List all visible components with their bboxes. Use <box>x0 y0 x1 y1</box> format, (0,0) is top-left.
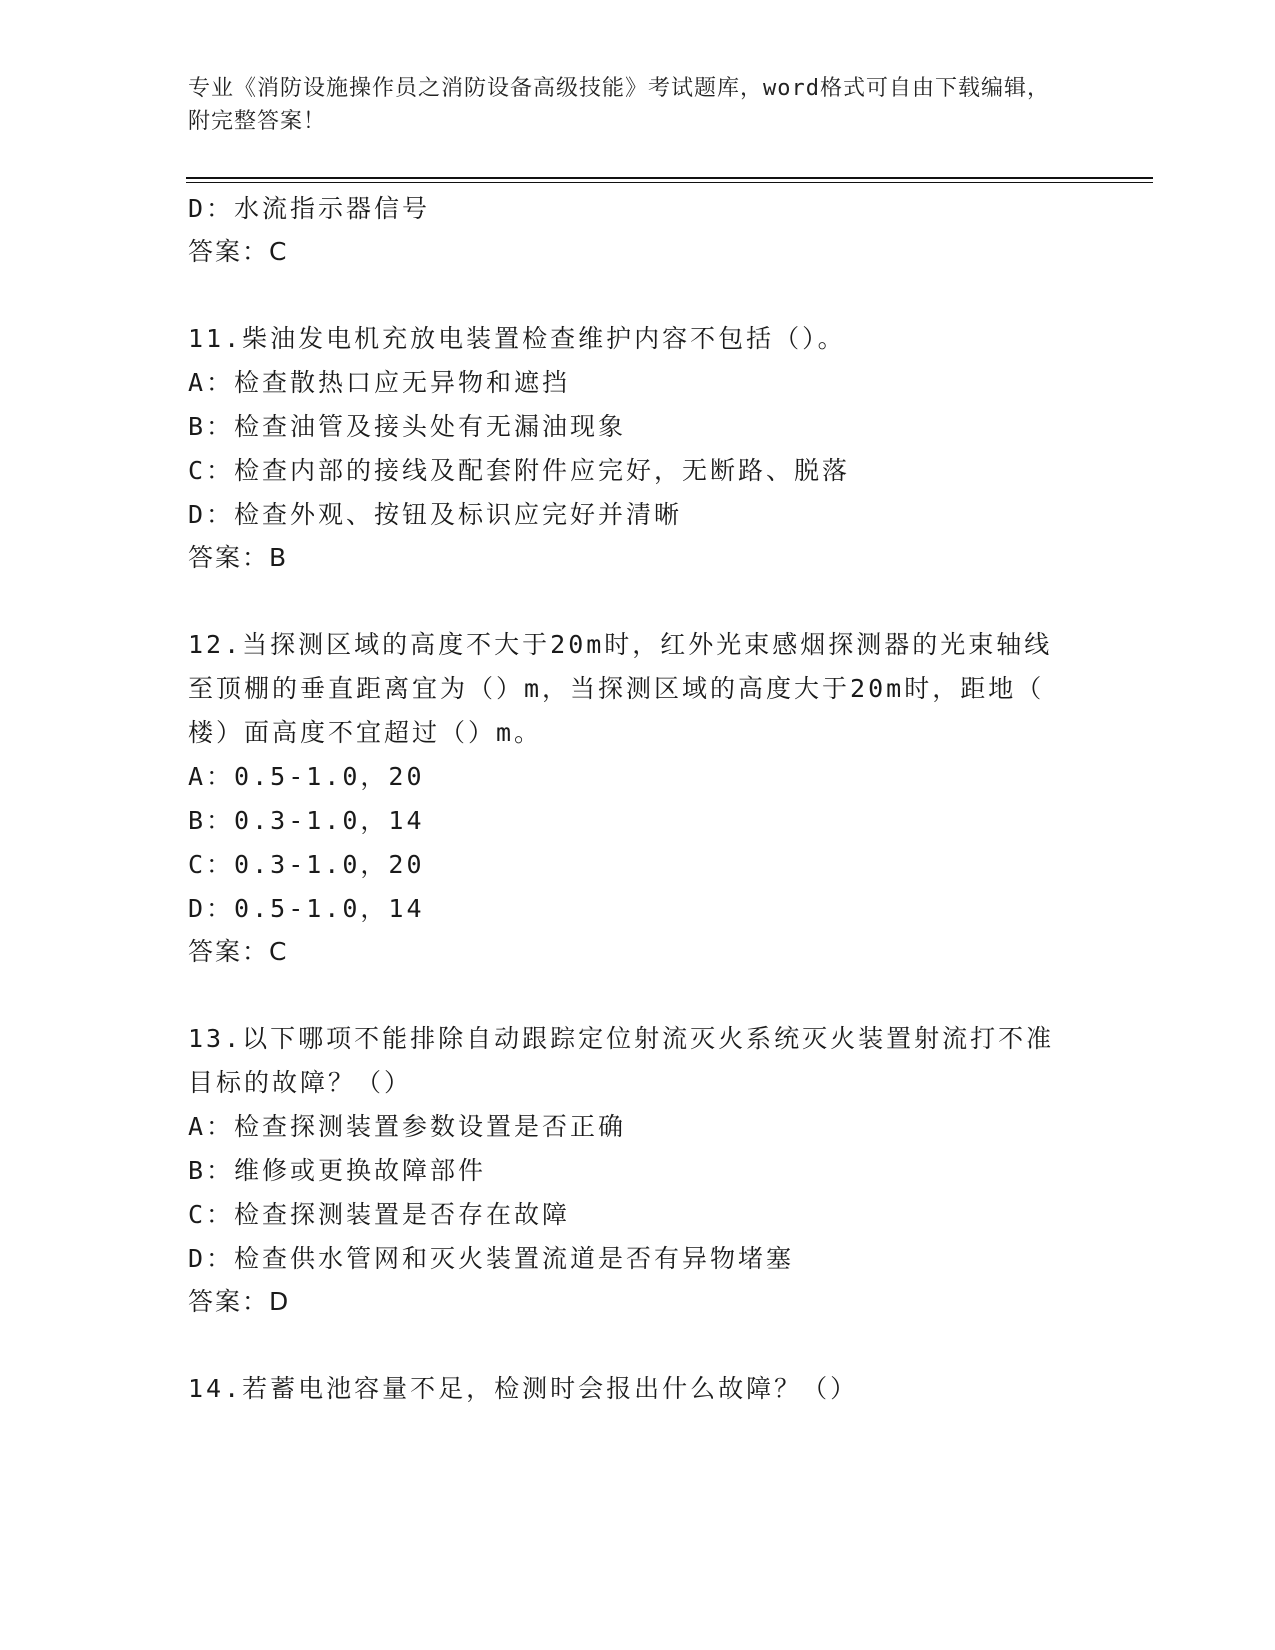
q11-option-b: B：检查油管及接头处有无漏油现象 <box>188 412 627 441</box>
q12-answer: 答案：C <box>188 937 289 966</box>
q10-option-d: D：水流指示器信号 <box>188 194 431 223</box>
q12-stem-line2: 至顶棚的垂直距离宜为（）m，当探测区域的高度大于20m时，距地（ <box>188 674 1045 703</box>
q11-answer: 答案：B <box>188 543 289 572</box>
q10-answer: 答案：C <box>188 237 289 266</box>
q12-option-c: C：0.3-1.0，20 <box>188 850 425 879</box>
document-header: 专业《消防设施操作员之消防设备高级技能》考试题库，word格式可自由下载编辑，附完整答案！ <box>188 76 1050 134</box>
q13-stem-line1: 13.以下哪项不能排除自动跟踪定位射流灭火系统灭火装置射流打不准 <box>188 1024 1055 1053</box>
q13-option-c: C：检查探测装置是否存在故障 <box>188 1200 571 1229</box>
q11-option-c: C：检查内部的接线及配套附件应完好，无断路、脱落 <box>188 456 851 485</box>
q12-stem-line3: 楼）面高度不宜超过（）m。 <box>188 718 543 747</box>
q13-option-a: A：检查探测装置参数设置是否正确 <box>188 1112 627 1141</box>
q11-option-a: A：检查散热口应无异物和遮挡 <box>188 368 571 397</box>
header-divider-thin <box>186 182 1153 183</box>
q13-option-b: B：维修或更换故障部件 <box>188 1156 487 1185</box>
q13-option-d: D：检查供水管网和灭火装置流道是否有异物堵塞 <box>188 1244 795 1273</box>
q11-option-d: D：检查外观、按钮及标识应完好并清晰 <box>188 500 683 529</box>
q12-stem-line1: 12.当探测区域的高度不大于20m时，红外光束感烟探测器的光束轴线 <box>188 630 1053 659</box>
header-divider-thick <box>186 177 1153 179</box>
q14-stem: 14.若蓄电池容量不足，检测时会报出什么故障？（） <box>188 1374 859 1403</box>
q13-stem-line2: 目标的故障？（） <box>188 1068 413 1097</box>
q13-answer: 答案：D <box>188 1287 291 1316</box>
q12-option-a: A：0.5-1.0，20 <box>188 762 425 791</box>
q12-option-d: D：0.5-1.0，14 <box>188 894 425 923</box>
q11-stem: 11.柴油发电机充放电装置检查维护内容不包括（）。 <box>188 324 846 353</box>
q12-option-b: B：0.3-1.0，14 <box>188 806 425 835</box>
